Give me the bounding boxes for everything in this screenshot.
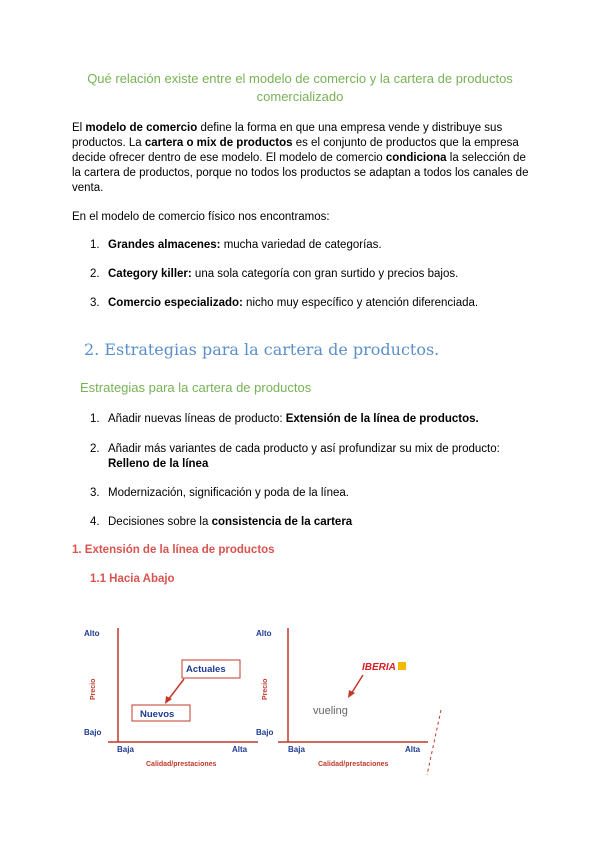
- list-item: 1. Añadir nuevas líneas de producto: Extensión de la línea de productos.: [90, 413, 479, 425]
- extension-heading: 1. Extensión de la línea de productos: [72, 544, 275, 556]
- current-products-label: Actuales: [186, 664, 226, 675]
- list-item: 3. Modernización, significación y poda de la línea.: [90, 487, 350, 499]
- dashed-line: [427, 710, 441, 775]
- physical-model-intro: En el modelo de comercio físico nos encontramos:: [72, 211, 330, 223]
- y-axis-title: Precio: [90, 678, 97, 700]
- downward-heading: 1.1 Hacia Abajo: [90, 573, 175, 585]
- left-diagram: [80, 620, 260, 780]
- y-high-label: Alto: [256, 629, 272, 638]
- list-item: 3. Comercio especializado: nicho muy específico y atención diferenciada.: [90, 297, 479, 309]
- x-high-label: Alta: [405, 745, 421, 754]
- intro-paragraph: El modelo de comercio define la forma en que una empresa vende y distribuye sus productos. La cartera o mix de productos es el conjunto de productos que la empresa decide ofrecer dentro de ese modelo. El modelo de comercio condiciona la selección de la cartera de productos, porque no todos los productos se adaptan a todos los canales de venta.: [72, 122, 529, 194]
- iberia-logo-mark: [398, 662, 406, 670]
- x-axis-title: Calidad/prestaciones: [146, 761, 217, 768]
- section-subtitle: Estrategias para la cartera de productos: [80, 380, 312, 395]
- arrow-head: [348, 690, 355, 698]
- y-high-label: Alto: [84, 629, 100, 638]
- heading-line-1: Qué relación existe entre el modelo de comercio y la cartera de productos: [87, 71, 513, 86]
- section-title: 2. Estrategias para la cartera de productos.: [84, 340, 440, 359]
- iberia-logo: IBERIA: [362, 662, 396, 673]
- list-item: 2. Añadir más variantes de cada producto y así profundizar su mix de producto: Relleno de la línea: [90, 443, 500, 470]
- list-item: 4. Decisiones sobre la consistencia de la cartera: [90, 516, 353, 528]
- x-low-label: Baja: [117, 745, 134, 754]
- x-high-label: Alta: [232, 745, 248, 754]
- y-axis-title: Precio: [262, 678, 269, 700]
- y-low-label: Bajo: [256, 728, 274, 737]
- list-item: 2. Category killer: una sola categoría con gran surtido y precios bajos.: [90, 268, 459, 280]
- y-low-label: Bajo: [84, 728, 102, 737]
- document-heading: [80, 70, 520, 106]
- list-item: 1. Grandes almacenes: mucha variedad de categorías.: [90, 239, 382, 251]
- arrow-line: [168, 679, 184, 700]
- x-axis-title: Calidad/prestaciones: [318, 761, 389, 768]
- x-low-label: Baja: [288, 745, 305, 754]
- new-products-label: Nuevos: [140, 709, 175, 720]
- vueling-logo: vueling: [313, 705, 348, 717]
- right-diagram: [255, 620, 445, 780]
- heading-line-2: comercializado: [256, 89, 344, 104]
- arrow-line: [351, 675, 363, 694]
